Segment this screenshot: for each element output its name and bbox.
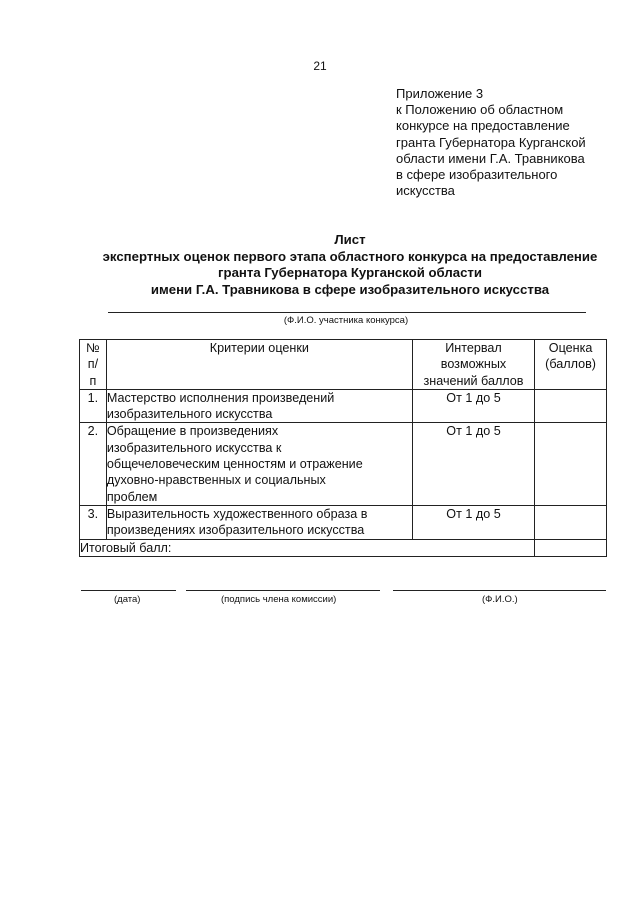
date-line[interactable] (81, 590, 176, 591)
header-number-line: № (86, 341, 100, 355)
header-interval-line: Интервал (445, 341, 502, 355)
scores-table (79, 339, 607, 557)
appendix-line: конкурсе на предоставление (396, 118, 570, 134)
page-number: 21 (313, 59, 327, 73)
criteria-line: Обращение в произведениях (106, 424, 279, 439)
appendix-line: в сфере изобразительного (396, 167, 558, 183)
title-line: Лист (334, 232, 366, 247)
signature-line[interactable] (186, 590, 380, 591)
header-interval-line: значений баллов (423, 373, 524, 388)
header-interval (412, 340, 534, 390)
row-score-cell[interactable] (535, 389, 607, 423)
appendix-line: гранта Губернатора Курганской (396, 134, 586, 150)
row-criteria (106, 505, 412, 539)
criteria-line: Мастерство исполнения произведений (106, 390, 335, 405)
row-interval: От 1 до 5 (412, 389, 534, 423)
participant-name-line[interactable] (108, 312, 586, 313)
header-number (80, 340, 107, 390)
table-row (80, 505, 607, 539)
appendix-line: искусства (396, 183, 455, 199)
header-interval-line: возможных (440, 357, 507, 372)
appendix-line: Приложение 3 (396, 86, 484, 101)
table-row (80, 389, 607, 423)
criteria-line: изобразительного искусства (106, 407, 273, 422)
header-score (535, 340, 607, 390)
criteria-line: общечеловеческим ценностям и отражение (106, 457, 363, 472)
title-line: экспертных оценок первого этапа областного конкурса на предоставление (102, 248, 598, 264)
criteria-line: проблем (106, 489, 158, 504)
row-interval: От 1 до 5 (412, 505, 534, 539)
criteria-line: Выразительность художественного образа в (106, 506, 368, 521)
total-label: Итоговый балл: (80, 539, 535, 556)
header-criteria: Критерии оценки (106, 340, 412, 390)
row-score-cell[interactable] (535, 423, 607, 505)
appendix-line: к Положению об областном (396, 102, 564, 118)
row-score-cell[interactable] (535, 505, 607, 539)
header-score-line: (баллов) (545, 357, 597, 372)
header-number-line: п (89, 373, 97, 388)
date-caption: (дата) (114, 594, 141, 605)
fio-caption: (Ф.И.О.) (482, 594, 518, 605)
row-criteria (106, 423, 412, 505)
table-row (80, 423, 607, 505)
fio-line[interactable] (393, 590, 606, 591)
appendix-block (396, 86, 631, 199)
row-criteria (106, 389, 412, 423)
appendix-line: области имени Г.А. Травникова (396, 150, 585, 166)
row-number: 3. (80, 505, 107, 539)
participant-name-caption: (Ф.И.О. участника конкурса) (283, 315, 409, 326)
row-number: 1. (80, 389, 107, 423)
title-line: гранта Губернатора Курганской области (218, 265, 482, 280)
header-number-line: п/ (87, 357, 99, 372)
criteria-line: изобразительного искусства к (106, 440, 282, 455)
criteria-line: духовно-нравственных и социальных (106, 473, 326, 488)
signature-caption: (подпись члена комиссии) (221, 594, 337, 605)
row-interval: От 1 до 5 (412, 423, 534, 505)
document-title (60, 232, 640, 298)
table-header-row (80, 340, 607, 390)
row-number: 2. (80, 423, 107, 505)
header-score-line: Оценка (548, 341, 593, 355)
total-score-cell[interactable] (535, 539, 607, 556)
table-total-row (80, 539, 607, 556)
title-line: имени Г.А. Травникова в сфере изобразительного искусства (150, 281, 550, 297)
criteria-line: произведениях изобразительного искусства (106, 523, 365, 538)
